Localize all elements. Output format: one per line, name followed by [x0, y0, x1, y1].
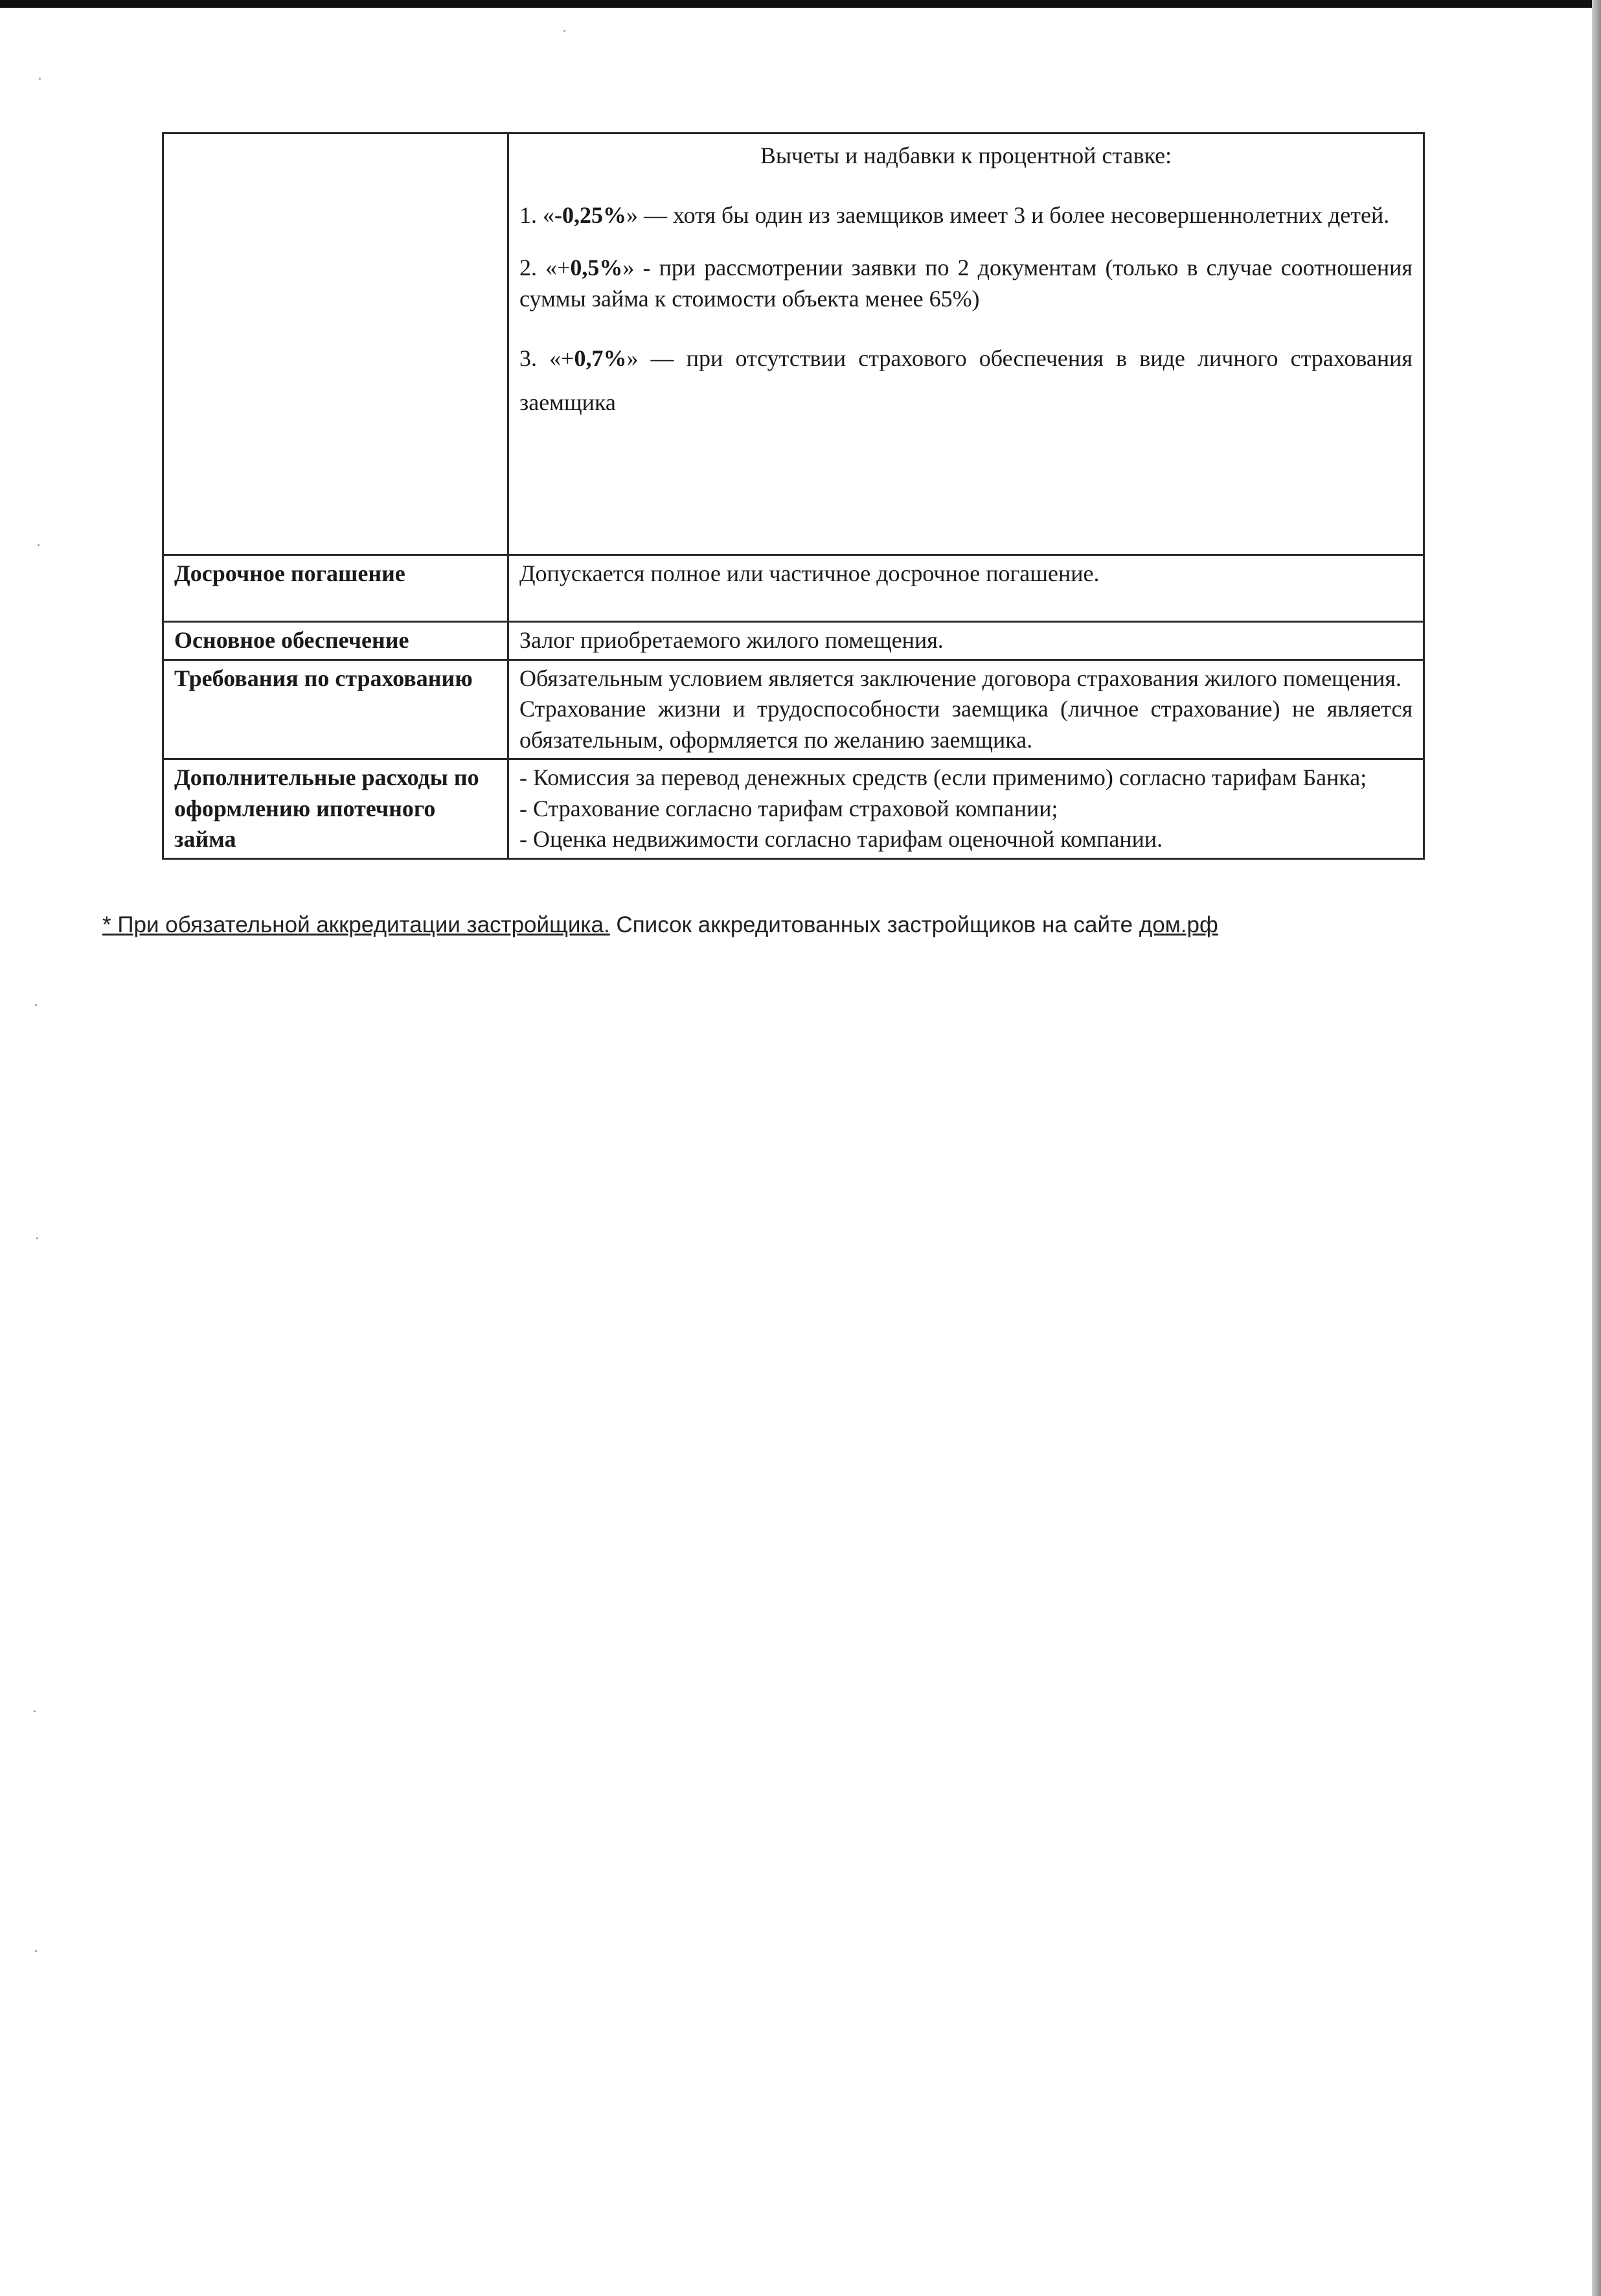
table-row [163, 660, 1424, 759]
scan-speck [34, 1710, 36, 1712]
scan-speck [563, 30, 565, 32]
collateral-value: Залог приобретаемого жилого помещения. [508, 622, 1424, 660]
collateral-label: Основное обеспечение [163, 622, 508, 660]
early-repayment-label: Досрочное погашение [163, 555, 508, 622]
rate-adjustments-cell [508, 133, 1424, 555]
scan-speck [35, 1004, 37, 1006]
scan-speck [36, 1237, 38, 1239]
extra-costs-label: Дополнительные расходы по оформлению ипотечного займа [163, 759, 508, 859]
domrf-link[interactable]: дом.рф [1139, 912, 1218, 937]
rate-adjustment-item-1: 1. «-0,25%» — хотя бы один из заемщиков имеет 3 и более несовершеннолетних детей. [519, 201, 1390, 228]
rate-value: 0,7% [574, 345, 627, 372]
extra-cost-item: - Комиссия за перевод денежных средств (если применимо) согласно тарифам Банка; [519, 764, 1367, 791]
rate-value: -0,25% [554, 201, 626, 228]
early-repayment-value: Допускается полное или частичное досрочное погашение. [508, 555, 1424, 622]
rate-value: 0,5% [570, 255, 623, 281]
scan-edge-top [0, 0, 1601, 8]
table-row [163, 622, 1424, 660]
footnote-accreditation: * При обязательной аккредитации застройщика. [102, 912, 610, 937]
rate-adjustment-item-2: 2. «+0,5%» - при рассмотрении заявки по 2 документам (только в случае соотношения суммы займа к стоимости объекта менее 65%) [519, 255, 1413, 312]
insurance-value [508, 660, 1424, 759]
extra-costs-value [508, 759, 1424, 859]
insurance-line-1: Обязательным условием является заключение договора страхования жилого помещения. [519, 665, 1402, 691]
table-row [163, 555, 1424, 622]
rate-adjustments-heading: Вычеты и надбавки к процентной ставке: [760, 143, 1172, 168]
empty-label-cell [163, 133, 508, 555]
rate-adjustment-item-3: 3. «+0,7%» — при отсутствии страхового обеспечения в виде личного страхования заемщика [519, 345, 1413, 416]
insurance-line-2: Страхование жизни и трудоспособности заемщика (личное страхование) не является обязательным, оформляется по желанию заемщика. [519, 696, 1413, 753]
scan-speck [38, 544, 40, 546]
footnote-list-text: Список аккредитованных застройщиков на сайте [609, 912, 1139, 937]
table-row [163, 759, 1424, 859]
scan-speck [35, 1950, 37, 1952]
insurance-label: Требования по страхованию [163, 660, 508, 759]
extra-cost-item: - Оценка недвижимости согласно тарифам оценочной компании. [519, 826, 1163, 853]
scan-speck [39, 78, 41, 80]
table-row [163, 133, 1424, 555]
scan-edge-right [1592, 0, 1601, 2296]
extra-cost-item: - Страхование согласно тарифам страховой компании; [519, 795, 1058, 821]
footnote [102, 912, 1218, 938]
mortgage-terms-table [162, 132, 1425, 860]
